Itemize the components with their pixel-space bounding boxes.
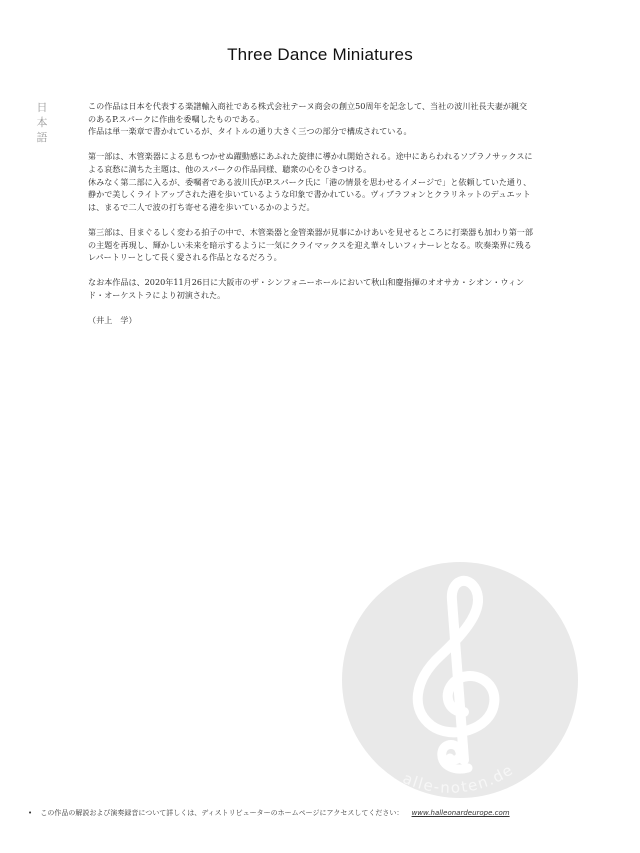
language-label-char: 日: [36, 101, 48, 114]
treble-clef-watermark: [340, 560, 580, 800]
footer-bullet: •: [28, 809, 33, 817]
footer-text: この作品の解説および演奏録音について詳しくは、ディストリビューターのホームページにアクセスしてください：: [40, 809, 404, 817]
program-notes: [88, 100, 534, 339]
distributor-link[interactable]: www.halleonardeurope.com: [411, 809, 510, 817]
language-label: [34, 100, 50, 145]
paragraph-premiere: なお本作品は、2020年11月26日に大阪市のザ・シンフォニーホールにおいて秋山和慶指揮のオオサカ・シオン・ウィンド・オーケストラにより初演された。: [88, 277, 525, 300]
page-title: Three Dance Miniatures: [227, 45, 413, 64]
paragraph-intro: この作品は日本を代表する楽譜輸入商社である株式会社テーヌ商会の創立50周年を記念して、当社の波川社長夫妻が親交のあるP.スパークに作曲を委嘱したものである。: [88, 101, 528, 124]
paragraph-structure: 作品は単一楽章で書かれているが、タイトルの通り大きく三つの部分で構成されている。: [88, 126, 412, 137]
paragraph-part-three: 第三部は、目まぐるしく変わる拍子の中で、木管楽器と金管楽器が見事にかけあいを見せるところに打楽器も加わり第一部の主題を再現し、輝かしい未来を暗示するように一気にクライマックスを迎え華々しいフィナーレとなる。吹奏楽界に残るレパートリーとして長く愛される作品となるだろう。: [88, 226, 533, 263]
paragraph-part-two: 休みなく第二部に入るが、委嘱者である波川氏がP.スパーク氏に「港の情景を思わせるイメージで」と依頼していた通り、静かで美しくライトアップされた港を歩いているような印象で書かれている。ヴィブラフォンとクラリネットのデュエットは、まるで二人で波の打ち寄せる港を歩いているかのようだ。: [88, 176, 532, 212]
footer-note: [28, 808, 628, 818]
author-credit: （井上 学）: [88, 315, 137, 326]
language-label-char: 本: [36, 116, 48, 129]
language-label-char: 語: [36, 131, 48, 144]
paragraph-part-one: 第一部は、木管楽器による息もつかせぬ躍動感にあふれた旋律に導かれ開始される。途中にあらわれるソプラノサックスによる哀愁に満ちた主題は、他のスパークの作品同様、聴衆の心をひきつける。: [88, 151, 533, 174]
watermark-text: alle-noten.de: [400, 760, 518, 797]
